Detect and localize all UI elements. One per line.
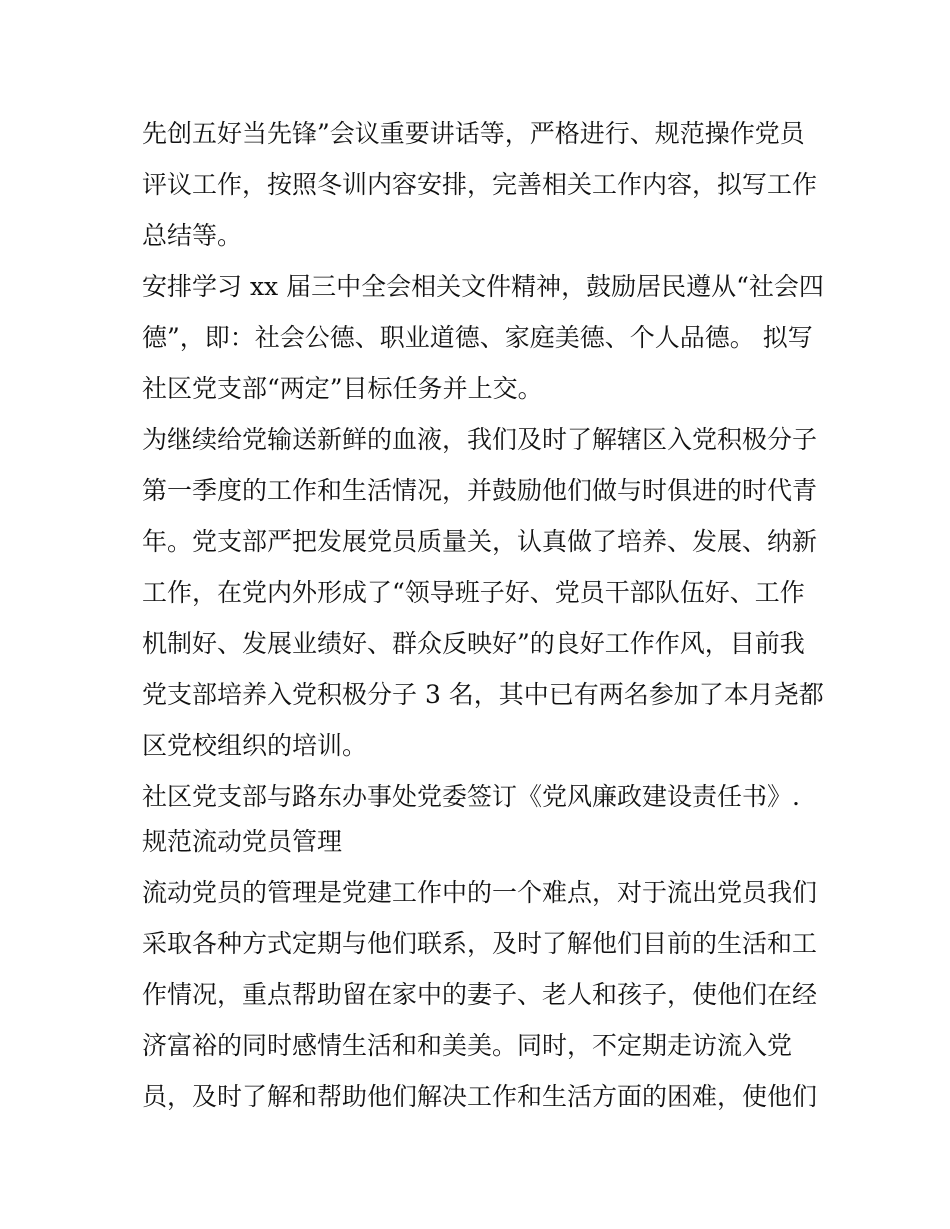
section-heading: 规范流动党员管理 (142, 827, 343, 856)
text-line: 先创五好当先锋”会议重要讲话等，严格进行、规范操作党员 (142, 119, 805, 148)
text-line: 党支部培养入党积极分子 3 名，其中已有两名参加了本月尧都 (142, 680, 824, 709)
text-line: 社区党支部“两定”目标任务并上交。 (142, 374, 543, 403)
text-line: 德”，即：社会公德、职业道德、家庭美德、个人品德。 拟写 (142, 323, 813, 352)
body-text (142, 108, 822, 1122)
text-line: 社区党支部与路东办事处党委签订《党风廉政建设责任书》. (142, 782, 800, 811)
text-line: 流动党员的管理是党建工作中的一个难点，对于流出党员我们 (142, 878, 818, 907)
text-line: 总结等。 (142, 221, 243, 250)
text-line: 济富裕的同时感情生活和和美美。同时，不定期走访流入党 (142, 1031, 793, 1060)
text-line: 员，及时了解和帮助他们解决工作和生活方面的困难，使他们 (142, 1082, 818, 1111)
text-line: 年。党支部严把发展党员质量关，认真做了培养、发展、纳新 (142, 527, 818, 556)
text-line: 采取各种方式定期与他们联系，及时了解他们目前的生活和工 (142, 929, 818, 958)
text-line: 评议工作，按照冬训内容安排，完善相关工作内容，拟写工作 (142, 170, 818, 199)
text-line: 第一季度的工作和生活情况，并鼓励他们做与时俱进的时代青 (142, 476, 818, 505)
text-line: 为继续给党输送新鲜的血液，我们及时了解辖区入党积极分子 (142, 425, 818, 454)
text-line: 区党校组织的培训。 (142, 731, 368, 760)
text-line: 机制好、发展业绩好、群众反映好”的良好工作作风，目前我 (142, 629, 805, 658)
text-line: 安排学习 xx 届三中全会相关文件精神，鼓励居民遵从“社会四 (142, 272, 824, 301)
text-line: 作情况，重点帮助留在家中的妻子、老人和孩子，使他们在经 (142, 980, 818, 1009)
text-line: 工作，在党内外形成了“领导班子好、党员干部队伍好、工作 (142, 578, 805, 607)
